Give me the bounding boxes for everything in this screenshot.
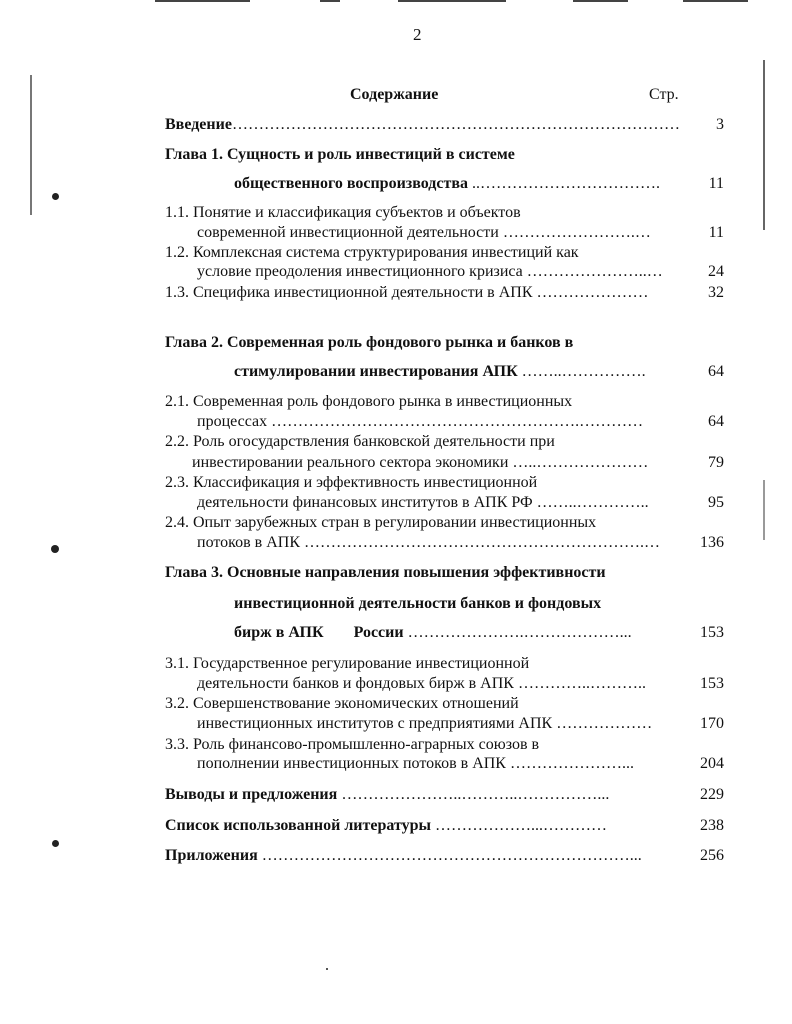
section-1-2-line2-wrap	[197, 263, 663, 281]
chapter-3-title-cont	[234, 624, 632, 642]
leader-dots: ..…………………………….	[467, 175, 660, 192]
leader-dots: ………………...…………	[431, 817, 607, 834]
section-2-2-line2: инвестировании реального сектора экономики	[192, 454, 509, 471]
scan-artifact-top-3	[398, 0, 506, 2]
leader-dots: …………………...	[505, 755, 634, 772]
section-3-2-line1: 3.2. Совершенствование экономических отношений	[165, 695, 519, 712]
leader-dots: ……..…………..	[532, 494, 649, 511]
section-2-3-page: 95	[708, 494, 724, 511]
toc-entry-references-page: 238	[700, 817, 724, 834]
leader-dots: …………………	[532, 284, 649, 301]
chapter-3-page: 153	[700, 624, 724, 641]
chapter-2-title: Глава 2. Современная роль фондового рынка и банков в	[165, 334, 574, 351]
section-1-1-line2: современной инвестиционной деятельности	[197, 224, 499, 241]
section-2-1-page: 64	[708, 413, 724, 430]
section-2-3-line2: деятельности финансовых институтов в АПК РФ	[197, 494, 533, 511]
section-2-1-line2-wrap	[197, 413, 643, 431]
leader-dots: …………………..………..……………...	[337, 786, 610, 803]
section-1-1-line2-wrap	[197, 224, 651, 242]
section-2-1-line2: процессах	[197, 413, 268, 430]
section-1-2-line1: 1.2. Комплексная система структурирования инвестиций как	[165, 244, 579, 261]
chapter-3-title-line2: инвестиционной деятельности банков и фондовых	[234, 595, 602, 612]
section-1-2-page: 24	[708, 263, 724, 280]
section-2-4-line2: потоков в АПК	[197, 534, 300, 551]
chapter-2-page: 64	[708, 363, 724, 380]
toc-entry-references	[165, 817, 607, 835]
toc-entry-conclusions	[165, 786, 609, 804]
section-3-2-line2-wrap	[197, 715, 652, 733]
toc-title: Содержание	[350, 86, 439, 103]
scan-artifact-top-2	[320, 0, 340, 2]
punch-hole-mark-3	[52, 840, 59, 847]
section-1-2-line2: условие преодоления инвестиционного кризиса	[197, 263, 523, 280]
toc-entry-appendix	[165, 847, 642, 865]
scan-artifact-top-1	[155, 0, 250, 2]
toc-entry-intro	[165, 116, 680, 134]
section-3-3-line1: 3.3. Роль финансово-промышленно-аграрных союзов в	[165, 736, 540, 753]
scan-right-edge-line	[763, 60, 765, 230]
section-3-1-line2-wrap	[197, 675, 646, 693]
page-number: 2	[413, 25, 422, 44]
section-3-1-page: 153	[700, 675, 724, 692]
toc-entry-intro-label: Введение	[165, 116, 232, 133]
leader-dots: ……………………………………………………….…	[299, 534, 660, 551]
chapter-1-page: 11	[708, 175, 724, 192]
toc-entry-conclusions-label: Выводы и предложения	[165, 786, 338, 803]
section-2-3-line1: 2.3. Классификация и эффективность инвестиционной	[165, 474, 538, 491]
leader-dots: …………………..…	[522, 263, 663, 280]
leader-dots: ………………	[552, 715, 653, 732]
leader-dots: …………………………………………………………………………	[231, 116, 680, 133]
section-1-1-page: 11	[708, 224, 724, 241]
chapter-2-title-line2: стимулировании инвестирования АПК	[234, 363, 518, 380]
chapter-1-title-cont	[234, 175, 660, 193]
scan-right-edge-line-2	[763, 480, 765, 540]
chapter-1-title-line2: общественного воспроизводства	[234, 175, 468, 192]
leader-dots: …..…………………	[508, 454, 649, 471]
chapter-3-title: Глава 3. Основные направления повышения эффективности	[165, 564, 606, 581]
punch-hole-mark-2	[51, 545, 59, 553]
toc-entry-intro-page: 3	[716, 116, 724, 133]
section-2-2-page: 79	[708, 454, 724, 471]
section-2-4-page: 136	[700, 534, 724, 551]
section-2-1-line1: 2.1. Современная роль фондового рынка в инвестиционных	[165, 393, 573, 410]
section-3-3-page: 204	[700, 755, 724, 772]
toc-entry-conclusions-page: 229	[700, 786, 724, 803]
section-2-4-line1: 2.4. Опыт зарубежных стран в регулировании инвестиционных	[165, 514, 597, 531]
leader-dots: ………………………………………………….…………	[267, 413, 644, 430]
section-3-3-line2-wrap	[197, 755, 634, 773]
leader-dots: …………..………..	[513, 675, 646, 692]
section-3-2-page: 170	[700, 715, 724, 732]
section-1-3-page: 32	[708, 284, 724, 301]
section-1-1-line1: 1.1. Понятие и классификация субъектов и объектов	[165, 204, 521, 221]
chapter-3-title-line3a: бирж в АПК	[234, 624, 324, 641]
section-2-2-line2-wrap	[192, 454, 648, 472]
leader-dots: ……..…………….	[517, 363, 646, 380]
chapter-3-title-line3b: России	[353, 624, 404, 641]
section-2-4-line2-wrap	[197, 534, 660, 552]
section-1-3-label: 1.3. Специфика инвестиционной деятельности в АПК	[165, 284, 533, 301]
chapter-2-title-cont	[234, 363, 646, 381]
leader-dots: …………………….…	[498, 224, 651, 241]
page-column-label: Стр.	[649, 86, 679, 103]
scan-left-edge-line	[30, 75, 32, 215]
section-3-3-line2: пополнении инвестиционных потоков в АПК	[197, 755, 506, 772]
speck	[326, 968, 328, 970]
section-2-2-line1: 2.2. Роль огосударствления банковской деятельности при	[165, 433, 555, 450]
punch-hole-mark-1	[52, 193, 59, 200]
toc-entry-appendix-page: 256	[700, 847, 724, 864]
toc-entry-references-label: Список использованной литературы	[165, 817, 431, 834]
leader-dots: ……………………………………………………………...	[257, 847, 642, 864]
section-1-3	[165, 284, 649, 302]
section-3-1-line2: деятельности банков и фондовых бирж в АПК	[197, 675, 514, 692]
chapter-1-title: Глава 1. Сущность и роль инвестиций в системе	[165, 146, 515, 163]
scan-artifact-top-4	[573, 0, 628, 2]
section-3-2-line2: инвестиционных институтов с предприятиями АПК	[197, 715, 553, 732]
toc-entry-appendix-label: Приложения	[165, 847, 258, 864]
scan-artifact-top-5	[683, 0, 748, 2]
section-2-3-line2-wrap	[197, 494, 649, 512]
leader-dots: ………………….………………...	[403, 624, 632, 641]
section-3-1-line1: 3.1. Государственное регулирование инвестиционной	[165, 655, 530, 672]
